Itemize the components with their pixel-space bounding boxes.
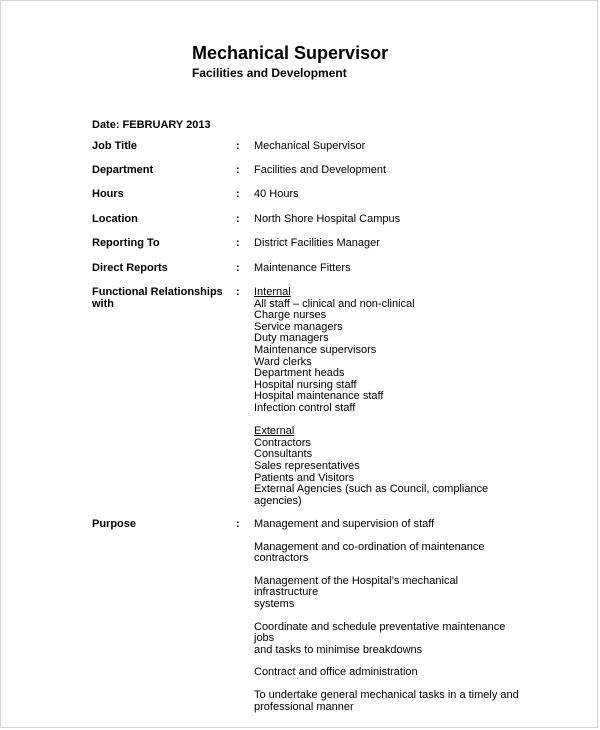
field-label: Hours <box>92 188 124 200</box>
internal-list <box>254 299 524 415</box>
document-date: Date: FEBRUARY 2013 <box>92 119 211 131</box>
internal-contact: Duty managers <box>254 332 329 345</box>
purpose-item <box>254 690 524 713</box>
field-colon: : <box>236 518 240 530</box>
field-label: Job Title <box>92 140 138 152</box>
relationships-value <box>254 287 524 507</box>
field-colon: : <box>236 188 240 200</box>
spacer <box>254 611 524 622</box>
field-value: District Facilities Manager <box>254 237 380 249</box>
purpose-item <box>254 576 524 611</box>
external-contact: Consultants <box>254 448 313 461</box>
internal-contact: Department heads <box>254 367 345 380</box>
field-label <box>92 287 232 310</box>
field-colon: : <box>236 140 240 152</box>
internal-contact: Maintenance supervisors <box>254 343 377 356</box>
purpose-item <box>254 542 524 565</box>
field-colon: : <box>236 262 240 274</box>
internal-contact: Infection control staff <box>254 401 356 414</box>
internal-contact: Service managers <box>254 320 343 333</box>
spacer <box>254 531 524 542</box>
purpose-item <box>254 622 524 657</box>
field-label: Location <box>92 213 138 225</box>
purpose-item-line: systems <box>254 597 295 610</box>
purpose-item-line: To undertake general mechanical tasks in a timely and <box>254 688 519 701</box>
page-title: Mechanical Supervisor <box>192 43 389 63</box>
purpose-item-line: professional manner <box>254 700 354 713</box>
field-label: Direct Reports <box>92 262 168 274</box>
field-label: Reporting To <box>92 237 160 249</box>
field-label: Purpose <box>92 518 137 530</box>
spacer <box>254 415 524 427</box>
internal-contact: Hospital nursing staff <box>254 378 357 391</box>
field-value: North Shore Hospital Campus <box>254 213 401 225</box>
internal-contact: Ward clerks <box>254 355 312 368</box>
external-list <box>254 438 524 508</box>
field-colon: : <box>236 164 240 176</box>
purpose-item-line: Management and supervision of staff <box>254 518 435 530</box>
field-value: Mechanical Supervisor <box>254 140 366 152</box>
purpose-item-line: contractors <box>254 552 309 565</box>
field-value: Facilities and Development <box>254 164 387 176</box>
field-colon: : <box>236 213 240 225</box>
field-value: Maintenance Fitters <box>254 262 351 274</box>
field-colon: : <box>236 286 240 298</box>
purpose-item-line: Contract and office administration <box>254 666 418 679</box>
purpose-item-line: Coordinate and schedule preventative maintenance jobs <box>254 620 506 645</box>
external-contact: Sales representatives <box>254 459 360 472</box>
purpose-item <box>254 667 524 679</box>
field-colon: : <box>236 237 240 249</box>
relationships-label-line: with <box>92 297 114 310</box>
purpose-item <box>254 519 524 531</box>
external-contact: Patients and Visitors <box>254 471 355 484</box>
relationships-label-line: Functional Relationships <box>92 286 223 298</box>
internal-contact: All staff – clinical and non-clinical <box>254 297 415 310</box>
external-heading: External <box>254 425 295 438</box>
internal-contact: Hospital maintenance staff <box>254 390 384 403</box>
external-contact: agencies) <box>254 494 302 507</box>
purpose-list <box>254 519 524 713</box>
purpose-item-line: and tasks to minimise breakdowns <box>254 643 423 656</box>
internal-heading: Internal <box>254 286 291 298</box>
external-contact: External Agencies (such as Council, compliance <box>254 483 489 496</box>
internal-contact: Charge nurses <box>254 309 327 322</box>
field-value: 40 Hours <box>254 188 299 200</box>
page-subtitle: Facilities and Development <box>192 66 347 80</box>
purpose-item-line: Management and co-ordination of maintenance <box>254 540 485 553</box>
field-label: Department <box>92 164 154 176</box>
external-contact: Contractors <box>254 436 311 449</box>
purpose-item-line: Management of the Hospital’s mechanical infrastructure <box>254 574 459 599</box>
